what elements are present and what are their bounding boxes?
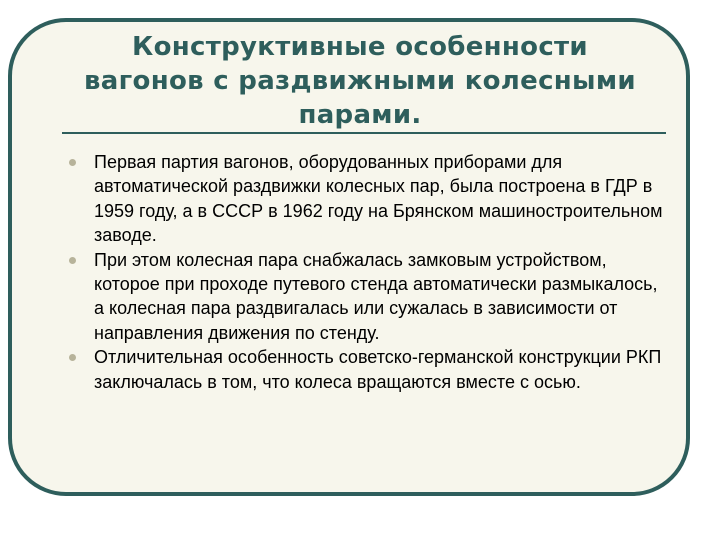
bullet-item xyxy=(64,150,664,248)
title-line: парами. xyxy=(298,100,422,130)
bullet-text: Первая партия вагонов, оборудованных приборами для автоматической раздвижки колесных пар, была построена в ГДР в 1959 году, а в СССР в 1962 году на Брянском машиностроительном заводе. xyxy=(94,152,663,246)
title-line: вагонов с раздвижными колесными xyxy=(84,66,636,96)
slide-title xyxy=(40,30,680,132)
bullet-dot-icon xyxy=(69,257,76,264)
bullet-dot-icon xyxy=(69,354,76,361)
bullet-item xyxy=(64,345,664,394)
title-line: Конструктивные особенности xyxy=(132,32,588,62)
bullet-text: При этом колесная пара снабжалась замковым устройством, которое при проходе путевого стенда автоматически размыкалось, а колесная пара раздвигалась или сужалась в зависимости от направления движения по стенду. xyxy=(94,249,658,343)
bullet-text: Отличительная особенность советско-германской конструкции РКП заключалась в том, что колеса вращаются вместе с осью. xyxy=(94,347,662,392)
bullet-list xyxy=(64,150,664,394)
bullet-dot-icon xyxy=(69,159,76,166)
bullet-item xyxy=(64,248,664,346)
title-divider xyxy=(62,132,666,134)
